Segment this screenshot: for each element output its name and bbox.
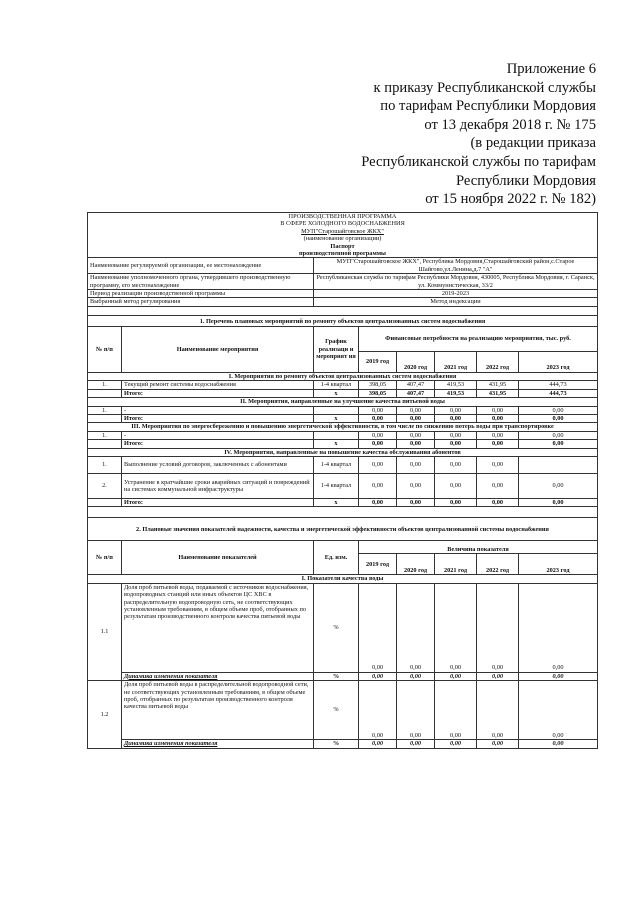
total-row: [88, 414, 598, 422]
passport-row: [88, 290, 598, 298]
col-event-name-header: Наименование мероприятия: [122, 326, 314, 372]
row-value: 0,00: [519, 583, 598, 672]
header-line: (в редакции приказа: [470, 135, 596, 152]
dynamics-label: Динамика изменения показателя: [122, 672, 314, 680]
row-schedule: [314, 431, 359, 439]
total-value: 0,00: [477, 414, 519, 422]
row-number: 1.1: [88, 583, 122, 680]
passport-label: Выбранный метод регулирования: [88, 298, 314, 306]
dynamics-value: 0,00: [359, 740, 397, 748]
passport-label: Наименование уполномоченного органа, утвердившего производственную программу, его местонахождение: [88, 274, 314, 290]
row-value: 0,00: [477, 406, 519, 414]
year-header: 2022 год: [477, 554, 519, 575]
total-value: 0,00: [519, 498, 598, 506]
table-row: [88, 431, 598, 439]
total-value: 431,95: [477, 389, 519, 397]
appendix-header: [361, 60, 596, 209]
row-name: Доля проб питьевой воды в распределительной водопроводной сети, не соответствующих установленным требованиям, в общем объеме проб, отобранных по результатам производственного контроля качества питьевой воды: [122, 681, 314, 740]
total-schedule: x: [314, 414, 359, 422]
row-value: 0,00: [397, 583, 435, 672]
row-value: 0,00: [435, 583, 477, 672]
total-value: 0,00: [477, 440, 519, 448]
row-name: -: [122, 406, 314, 414]
year-header: 2023 год: [519, 554, 598, 575]
organization-caption: (наименование организации): [88, 235, 598, 242]
row-value: 0,00: [397, 473, 435, 498]
row-value: 0,00: [359, 406, 397, 414]
total-value: 0,00: [477, 498, 519, 506]
header-line: по тарифам Республики Мордовия: [380, 98, 596, 115]
program-subtitle: В СФЕРЕ ХОЛОДНОГО ВОДОСНАБЖЕНИЯ: [88, 220, 598, 227]
dynamics-value: 0,00: [519, 740, 598, 748]
row-unit: %: [314, 681, 359, 740]
passport-value: 2019-2023: [314, 290, 598, 298]
passport-value: Республиканская служба по тарифам Республики Мордовия, 430005, Республика Мордовия, г. Саранск, ул. Коммунистическая, 33/2: [314, 274, 598, 290]
row-unit: %: [314, 583, 359, 672]
total-value: 0,00: [359, 414, 397, 422]
col-value-header: Величина показателя: [359, 541, 598, 554]
row-value: 0,00: [435, 473, 477, 498]
total-value: 0,00: [435, 440, 477, 448]
dynamics-value: 0,00: [397, 672, 435, 680]
passport-title: Паспорт: [88, 243, 598, 250]
row-value: 0,00: [435, 431, 477, 439]
table-row: [88, 406, 598, 414]
row-name: Доля проб питьевой воды, подаваемой с источников водоснабжения, водопроводных станций или иных объектов ЦС ХВС в распределительную водопроводную сеть, не соответствующих установленным требованиям, в общем объеме проб, отобранных по результатам производственного контроля качества питьевой воды: [122, 583, 314, 672]
year-header: 2019 год: [359, 351, 397, 372]
program-title: ПРОИЗВОДСТВЕННАЯ ПРОГРАММА: [88, 213, 598, 221]
total-row: [88, 440, 598, 448]
group-title: IV. Мероприятия, направленные на повышение качества обслуживания абонентов: [88, 448, 598, 456]
col-indicator-name-header: Наименование показателей: [122, 541, 314, 575]
group-title: III. Мероприятия по энергосбережению и повышению энергетической эффективности, в том числе по снижению потерь воды при транспортировке: [88, 423, 598, 431]
row-value: 431,95: [477, 381, 519, 389]
total-label: Итого:: [122, 498, 314, 506]
row-value: 0,00: [359, 473, 397, 498]
row-value: 0,00: [519, 406, 598, 414]
row-value: 0,00: [359, 681, 397, 740]
row-value: 398,05: [359, 381, 397, 389]
row-value: 0,00: [519, 473, 598, 498]
row-value: 0,00: [435, 681, 477, 740]
dynamics-value: 0,00: [519, 672, 598, 680]
total-value: 407,47: [397, 389, 435, 397]
total-value: 0,00: [435, 414, 477, 422]
row-value: 0,00: [435, 456, 477, 473]
total-value: 419,53: [435, 389, 477, 397]
row-schedule: 1-4 квартал: [314, 456, 359, 473]
year-header: 2023 год: [519, 351, 598, 372]
passport-label: Наименование регулируемой организации, ее местонахождение: [88, 258, 314, 274]
row-schedule: 1-4 квартал: [314, 473, 359, 498]
table-row: [88, 473, 598, 498]
total-row: [88, 389, 598, 397]
total-schedule: x: [314, 389, 359, 397]
row-value: 0,00: [397, 681, 435, 740]
row-value: 407,47: [397, 381, 435, 389]
total-value: 0,00: [397, 440, 435, 448]
section-2-title: 2. Плановые значения показателей надежности, качества и энергетической эффективности объектов централизованной системы водоснабжения: [88, 518, 598, 541]
passport-row: [88, 298, 598, 306]
year-header: 2022 год: [477, 351, 519, 372]
total-value: 0,00: [359, 498, 397, 506]
total-value: 0,00: [519, 440, 598, 448]
dynamics-row: [88, 672, 598, 680]
total-row: [88, 498, 598, 506]
table-row: [88, 381, 598, 389]
total-value: 0,00: [397, 414, 435, 422]
row-value: 419,53: [435, 381, 477, 389]
row-value: 0,00: [519, 681, 598, 740]
dynamics-unit: %: [314, 740, 359, 748]
passport-subtitle: производственной программы: [88, 250, 598, 258]
col-financing-header: Финансовые потребности на реализацию мероприятия, тыс. руб.: [359, 326, 598, 351]
dynamics-value: 0,00: [477, 740, 519, 748]
col-number-header: № п/п: [88, 326, 122, 372]
row-value: 0,00: [359, 431, 397, 439]
row-value: 0,00: [477, 456, 519, 473]
year-header: 2021 год: [435, 351, 477, 372]
dynamics-value: 0,00: [435, 740, 477, 748]
row-number: 2.: [88, 473, 122, 498]
dynamics-value: 0,00: [435, 672, 477, 680]
col-unit-header: Ед. изм.: [314, 541, 359, 575]
total-label: Итого:: [122, 414, 314, 422]
production-program-document: [87, 212, 597, 749]
total-value: 0,00: [397, 498, 435, 506]
table-row: [88, 456, 598, 473]
dynamics-label: Динамика изменения показателя: [122, 740, 314, 748]
row-name: Выполнение условий договоров, заключенных с абонентами: [122, 456, 314, 473]
year-header: 2019 год: [359, 554, 397, 575]
group-title: I. Показатели качества воды: [88, 575, 598, 583]
passport-label: Период реализации производственной программы: [88, 290, 314, 298]
section-1-title: 1. Перечень плановых мероприятий по ремонту объектов централизованных систем водоснабжения: [88, 315, 598, 326]
total-schedule: x: [314, 440, 359, 448]
header-line: Приложение 6: [506, 61, 596, 77]
total-value: 0,00: [359, 440, 397, 448]
table-row: [88, 583, 598, 672]
group-title: II. Мероприятия, направленные на улучшение качества питьевой воды: [88, 398, 598, 406]
total-value: 0,00: [435, 498, 477, 506]
total-value: 444,73: [519, 389, 598, 397]
row-value: 0,00: [477, 431, 519, 439]
passport-value: МУП"Старошайговское ЖКХ", Республика Мордовия,Старошайговский район,с.Старое Шайгово,ул.Ленина,д.7 "А": [314, 258, 598, 274]
row-name: -: [122, 431, 314, 439]
row-value: 0,00: [397, 456, 435, 473]
header-line: Республики Мордовия: [455, 172, 596, 189]
total-label: Итого:: [122, 440, 314, 448]
header-line: Республиканской службы по тарифам: [361, 153, 596, 170]
row-number: 1.: [88, 431, 122, 439]
row-value: [519, 456, 598, 473]
total-value: 398,05: [359, 389, 397, 397]
header-line: к приказу Республиканской службы: [373, 79, 596, 96]
row-value: 0,00: [397, 406, 435, 414]
row-value: 0,00: [477, 681, 519, 740]
row-number: 1.: [88, 381, 122, 389]
row-number: 1.: [88, 406, 122, 414]
dynamics-value: 0,00: [477, 672, 519, 680]
total-value: 0,00: [519, 414, 598, 422]
passport-value: Метод индексации: [314, 298, 598, 306]
total-label: Итого:: [122, 389, 314, 397]
total-schedule: x: [314, 498, 359, 506]
row-value: 0,00: [359, 583, 397, 672]
col-schedule-header: График реализаци и мероприят ия: [314, 326, 359, 372]
year-header: 2020 год: [397, 351, 435, 372]
dynamics-value: 0,00: [359, 672, 397, 680]
table-row: [88, 681, 598, 740]
row-value: 0,00: [519, 431, 598, 439]
year-header: 2021 год: [435, 554, 477, 575]
row-number: 1.: [88, 456, 122, 473]
col-number-header: № п/п: [88, 541, 122, 575]
row-schedule: [314, 406, 359, 414]
row-name: Устранение в кратчайшие сроки аварийных ситуаций и повреждений на системах коммунальной инфраструктуры: [122, 473, 314, 498]
header-line: от 15 ноября 2022 г. № 182): [425, 191, 596, 208]
dynamics-row: [88, 740, 598, 748]
dynamics-value: 0,00: [397, 740, 435, 748]
row-value: 0,00: [397, 431, 435, 439]
year-header: 2020 год: [397, 554, 435, 575]
passport-row: [88, 258, 598, 274]
row-name: Текущий ремонт системы водоснабжения: [122, 381, 314, 389]
row-schedule: 1-4 квартал: [314, 381, 359, 389]
row-value: 0,00: [477, 583, 519, 672]
row-value: 0,00: [435, 406, 477, 414]
header-line: от 13 декабря 2018 г. № 175: [424, 116, 596, 133]
dynamics-unit: %: [314, 672, 359, 680]
row-number: 1.2: [88, 681, 122, 748]
row-value: 0,00: [359, 456, 397, 473]
row-value: 0,00: [477, 473, 519, 498]
organization-name: МУП"Старошайговское ЖКХ": [88, 228, 598, 235]
program-table: [87, 212, 598, 749]
passport-row: [88, 274, 598, 290]
group-title: I. Мероприятия по ремонту объектов централизованных систем водоснабжения: [88, 372, 598, 380]
row-value: 444,73: [519, 381, 598, 389]
